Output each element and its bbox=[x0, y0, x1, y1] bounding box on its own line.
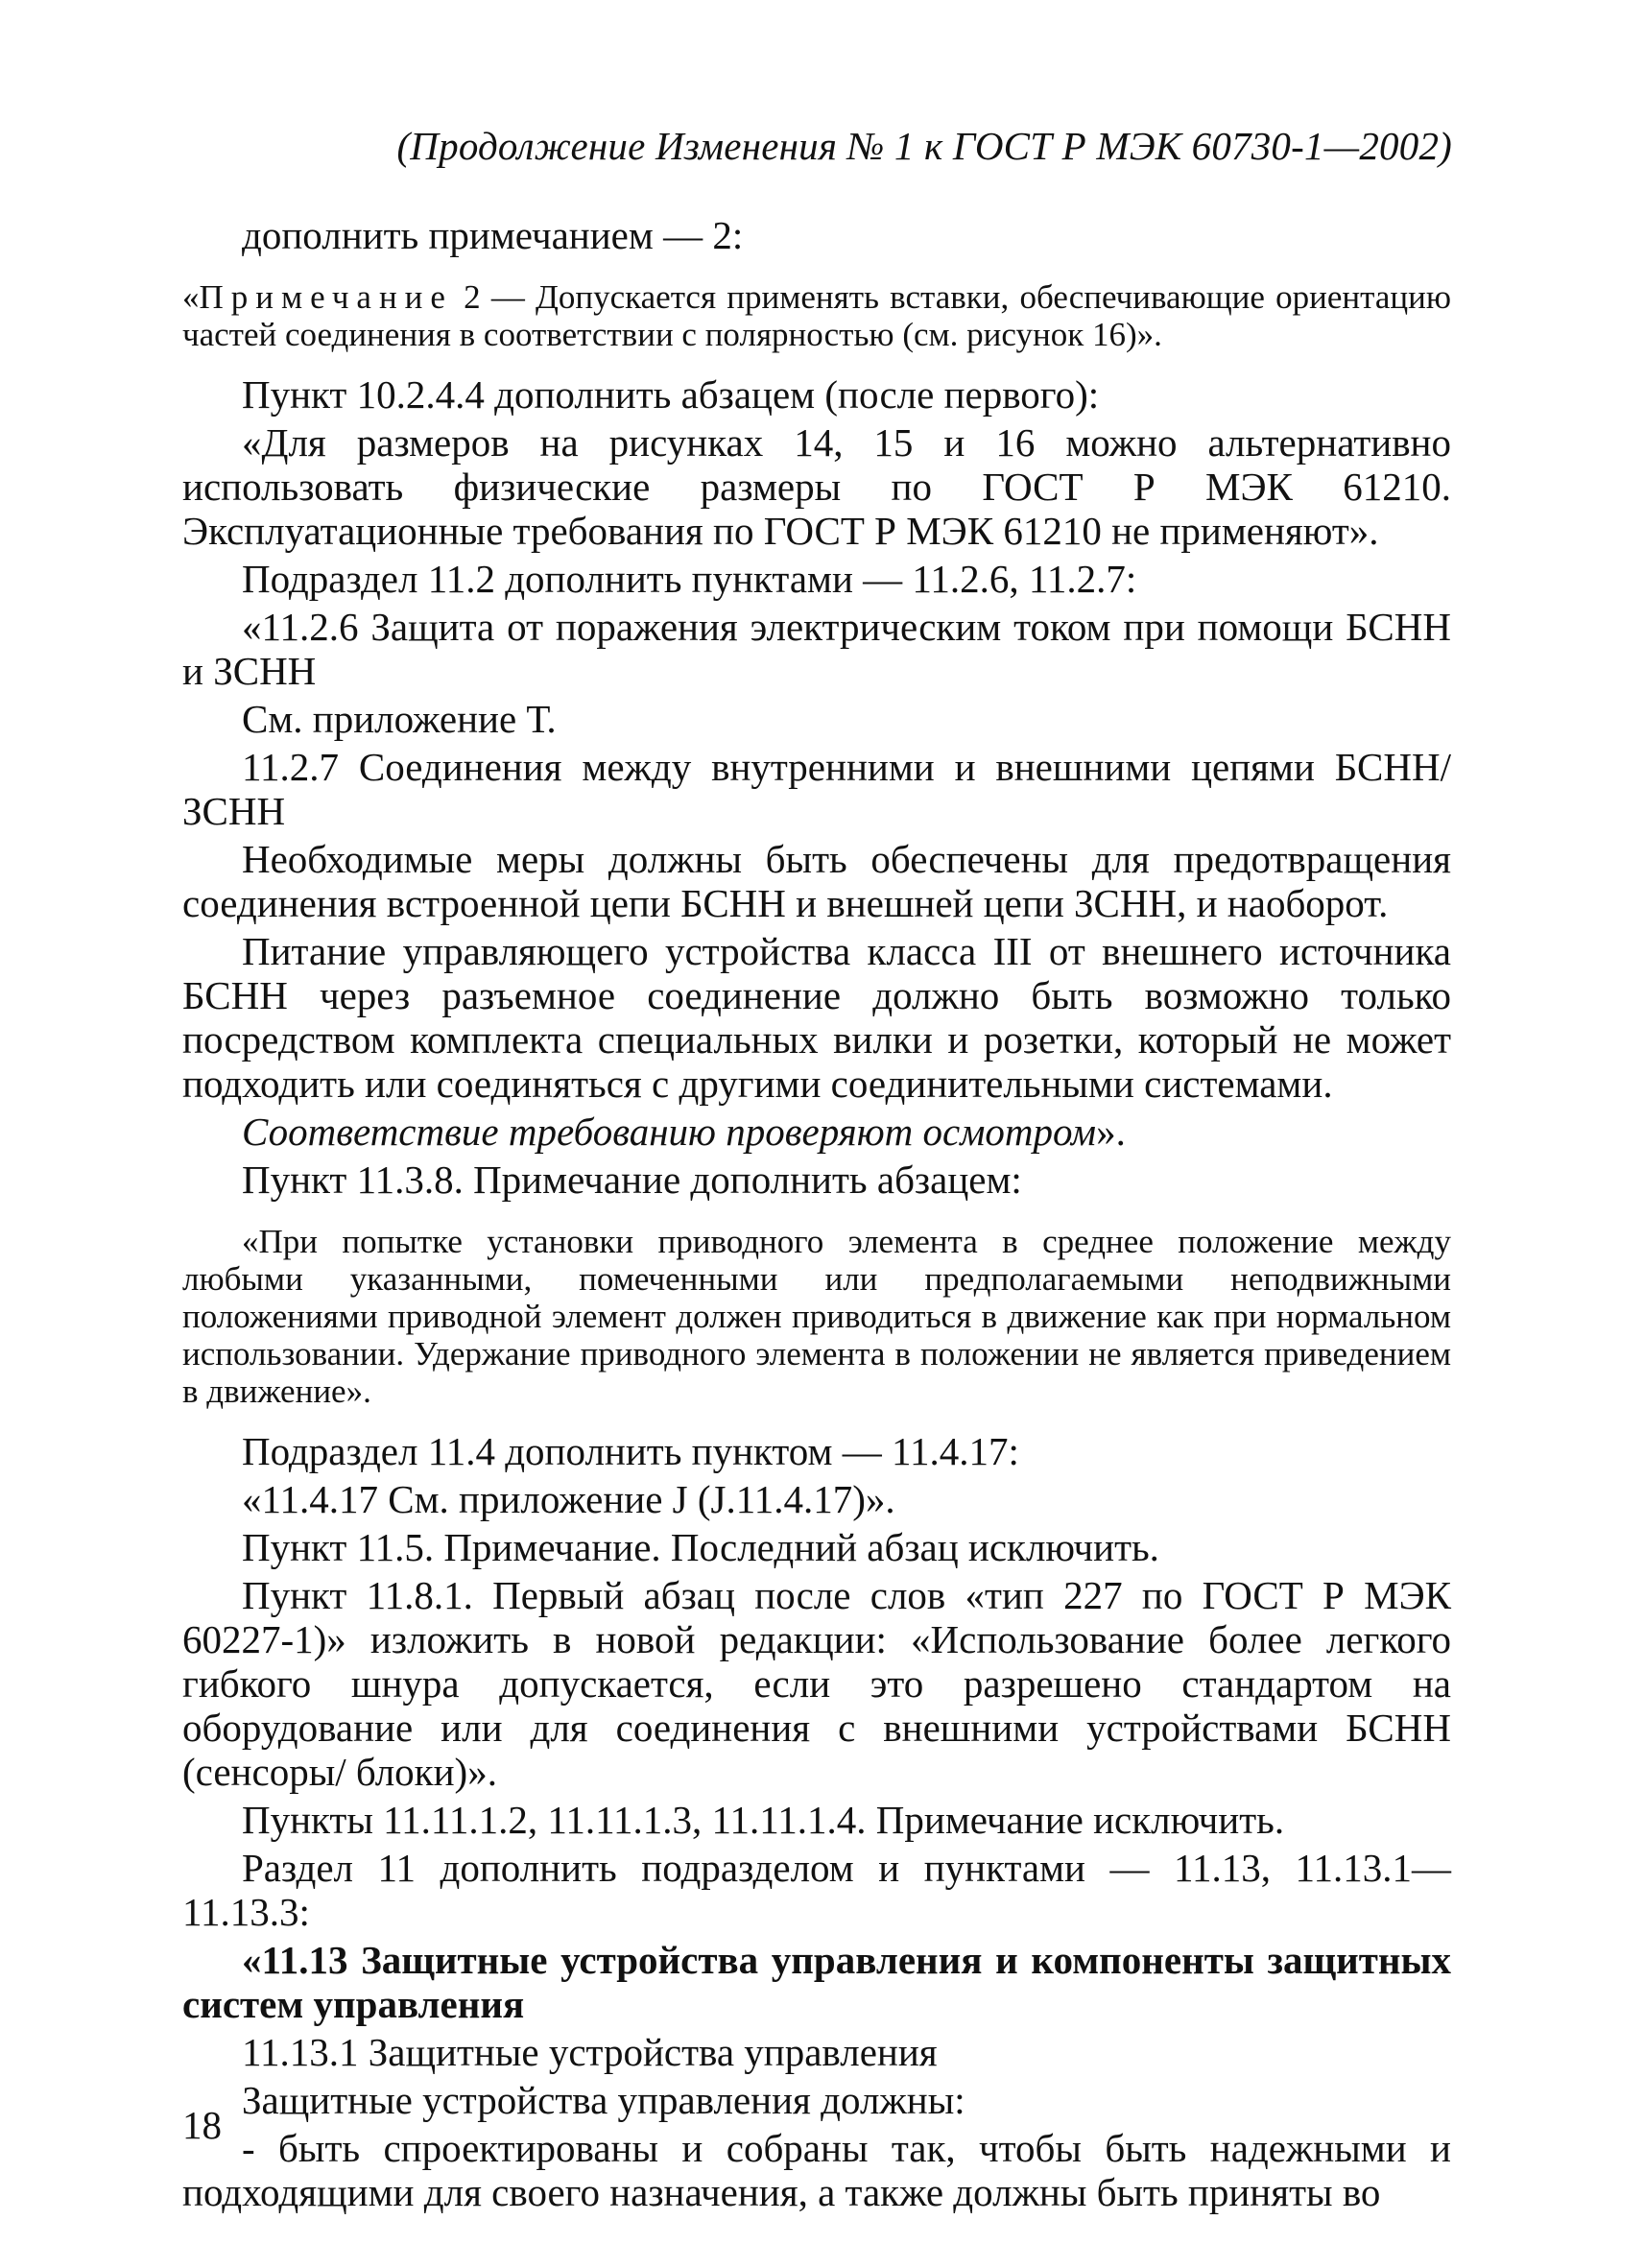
paragraph: дополнить примечанием — 2: bbox=[242, 213, 744, 257]
note-text: 2 — Допускается применять вставки, обеспечивающие ориентацию частей соединения в соответствии с полярностью (см. рисунок 16)». bbox=[182, 278, 1451, 353]
paragraph: Пункт 11.8.1. Первый абзац после слов «тип 227 по ГОСТ Р МЭК 60227-1)» изложить в новой редакции: «Использование более легкого гибкого шнура допускается, если это разрешено стандартом на оборудование или для соединения с внешними устройствами БСНН (сенсоры/ блоки)». bbox=[182, 1573, 1451, 1794]
compliance-text: Соответствие требованию проверяют осмотром bbox=[242, 1110, 1097, 1154]
note-paragraph bbox=[182, 278, 1451, 353]
note-label: Примечание bbox=[199, 278, 453, 316]
paragraph: Пункты 11.11.1.2, 11.11.1.3, 11.11.1.4. Примечание исключить. bbox=[242, 1798, 1285, 1842]
paragraph: Пункт 11.5. Примечание. Последний абзац исключить. bbox=[242, 1525, 1159, 1569]
paragraph: Подраздел 11.2 дополнить пунктами — 11.2.6, 11.2.7: bbox=[242, 557, 1137, 601]
paragraph: Подраздел 11.4 дополнить пунктом — 11.4.17: bbox=[242, 1429, 1019, 1473]
subsection-heading: 11.13.1 Защитные устройства управления bbox=[242, 2030, 938, 2074]
section-heading: «11.13 Защитные устройства управления и компоненты защитных систем управления bbox=[182, 1938, 1451, 2026]
paragraph: «11.2.6 Защита от поражения электрическим током при помощи БСНН и ЗСНН bbox=[182, 605, 1451, 693]
list-item: - быть спроектированы и собраны так, чтобы быть надежными и подходящими для своего назначения, а также должны быть приняты во bbox=[182, 2126, 1451, 2214]
paragraph: Раздел 11 дополнить подразделом и пунктами — 11.13, 11.13.1—11.13.3: bbox=[182, 1846, 1451, 1934]
paragraph: Необходимые меры должны быть обеспечены для предотвращения соединения встроенной цепи БСНН и внешней цепи ЗСНН, и наоборот. bbox=[182, 837, 1451, 925]
note-paragraph: «При попытке установки приводного элемента в среднее положение между любыми указанными, помеченными или предполагаемыми неподвижными положениями приводной элемент должен приводиться в движение как при нормальном использовании. Удержание приводного элемента в положении не является приведением в движение». bbox=[182, 1223, 1451, 1410]
paragraph: Пункт 11.3.8. Примечание дополнить абзацем: bbox=[242, 1158, 1022, 1202]
running-header: (Продолжение Изменения № 1 к ГОСТ Р МЭК 60730-1—2002) bbox=[396, 124, 1452, 168]
paragraph: Пункт 10.2.4.4 дополнить абзацем (после первого): bbox=[242, 372, 1100, 417]
paragraph: Питание управляющего устройства класса III от внешнего источника БСНН через разъемное соединение должно быть возможно только посредством комплекта специальных вилки и розетки, который не может подходить или соединяться с другими соединительными системами. bbox=[182, 929, 1451, 1106]
paragraph: «11.4.17 См. приложение J (J.11.4.17)». bbox=[242, 1477, 895, 1521]
page-number: 18 bbox=[182, 2103, 222, 2147]
compliance-close: ». bbox=[1096, 1110, 1126, 1154]
paragraph: «Для размеров на рисунках 14, 15 и 16 можно альтернативно использовать физические размеры по ГОСТ Р МЭК 61210. Эксплуатационные требования по ГОСТ Р МЭК 61210 не применяют». bbox=[182, 420, 1451, 553]
paragraph: Защитные устройства управления должны: bbox=[242, 2078, 965, 2122]
paragraph: 11.2.7 Соединения между внутренними и внешними цепями БСНН/ ЗСНН bbox=[182, 745, 1451, 833]
note-open-quote: « bbox=[182, 278, 200, 316]
paragraph: См. приложение Т. bbox=[242, 697, 557, 741]
paragraph bbox=[182, 1110, 1451, 1154]
body-text bbox=[182, 213, 1451, 2218]
